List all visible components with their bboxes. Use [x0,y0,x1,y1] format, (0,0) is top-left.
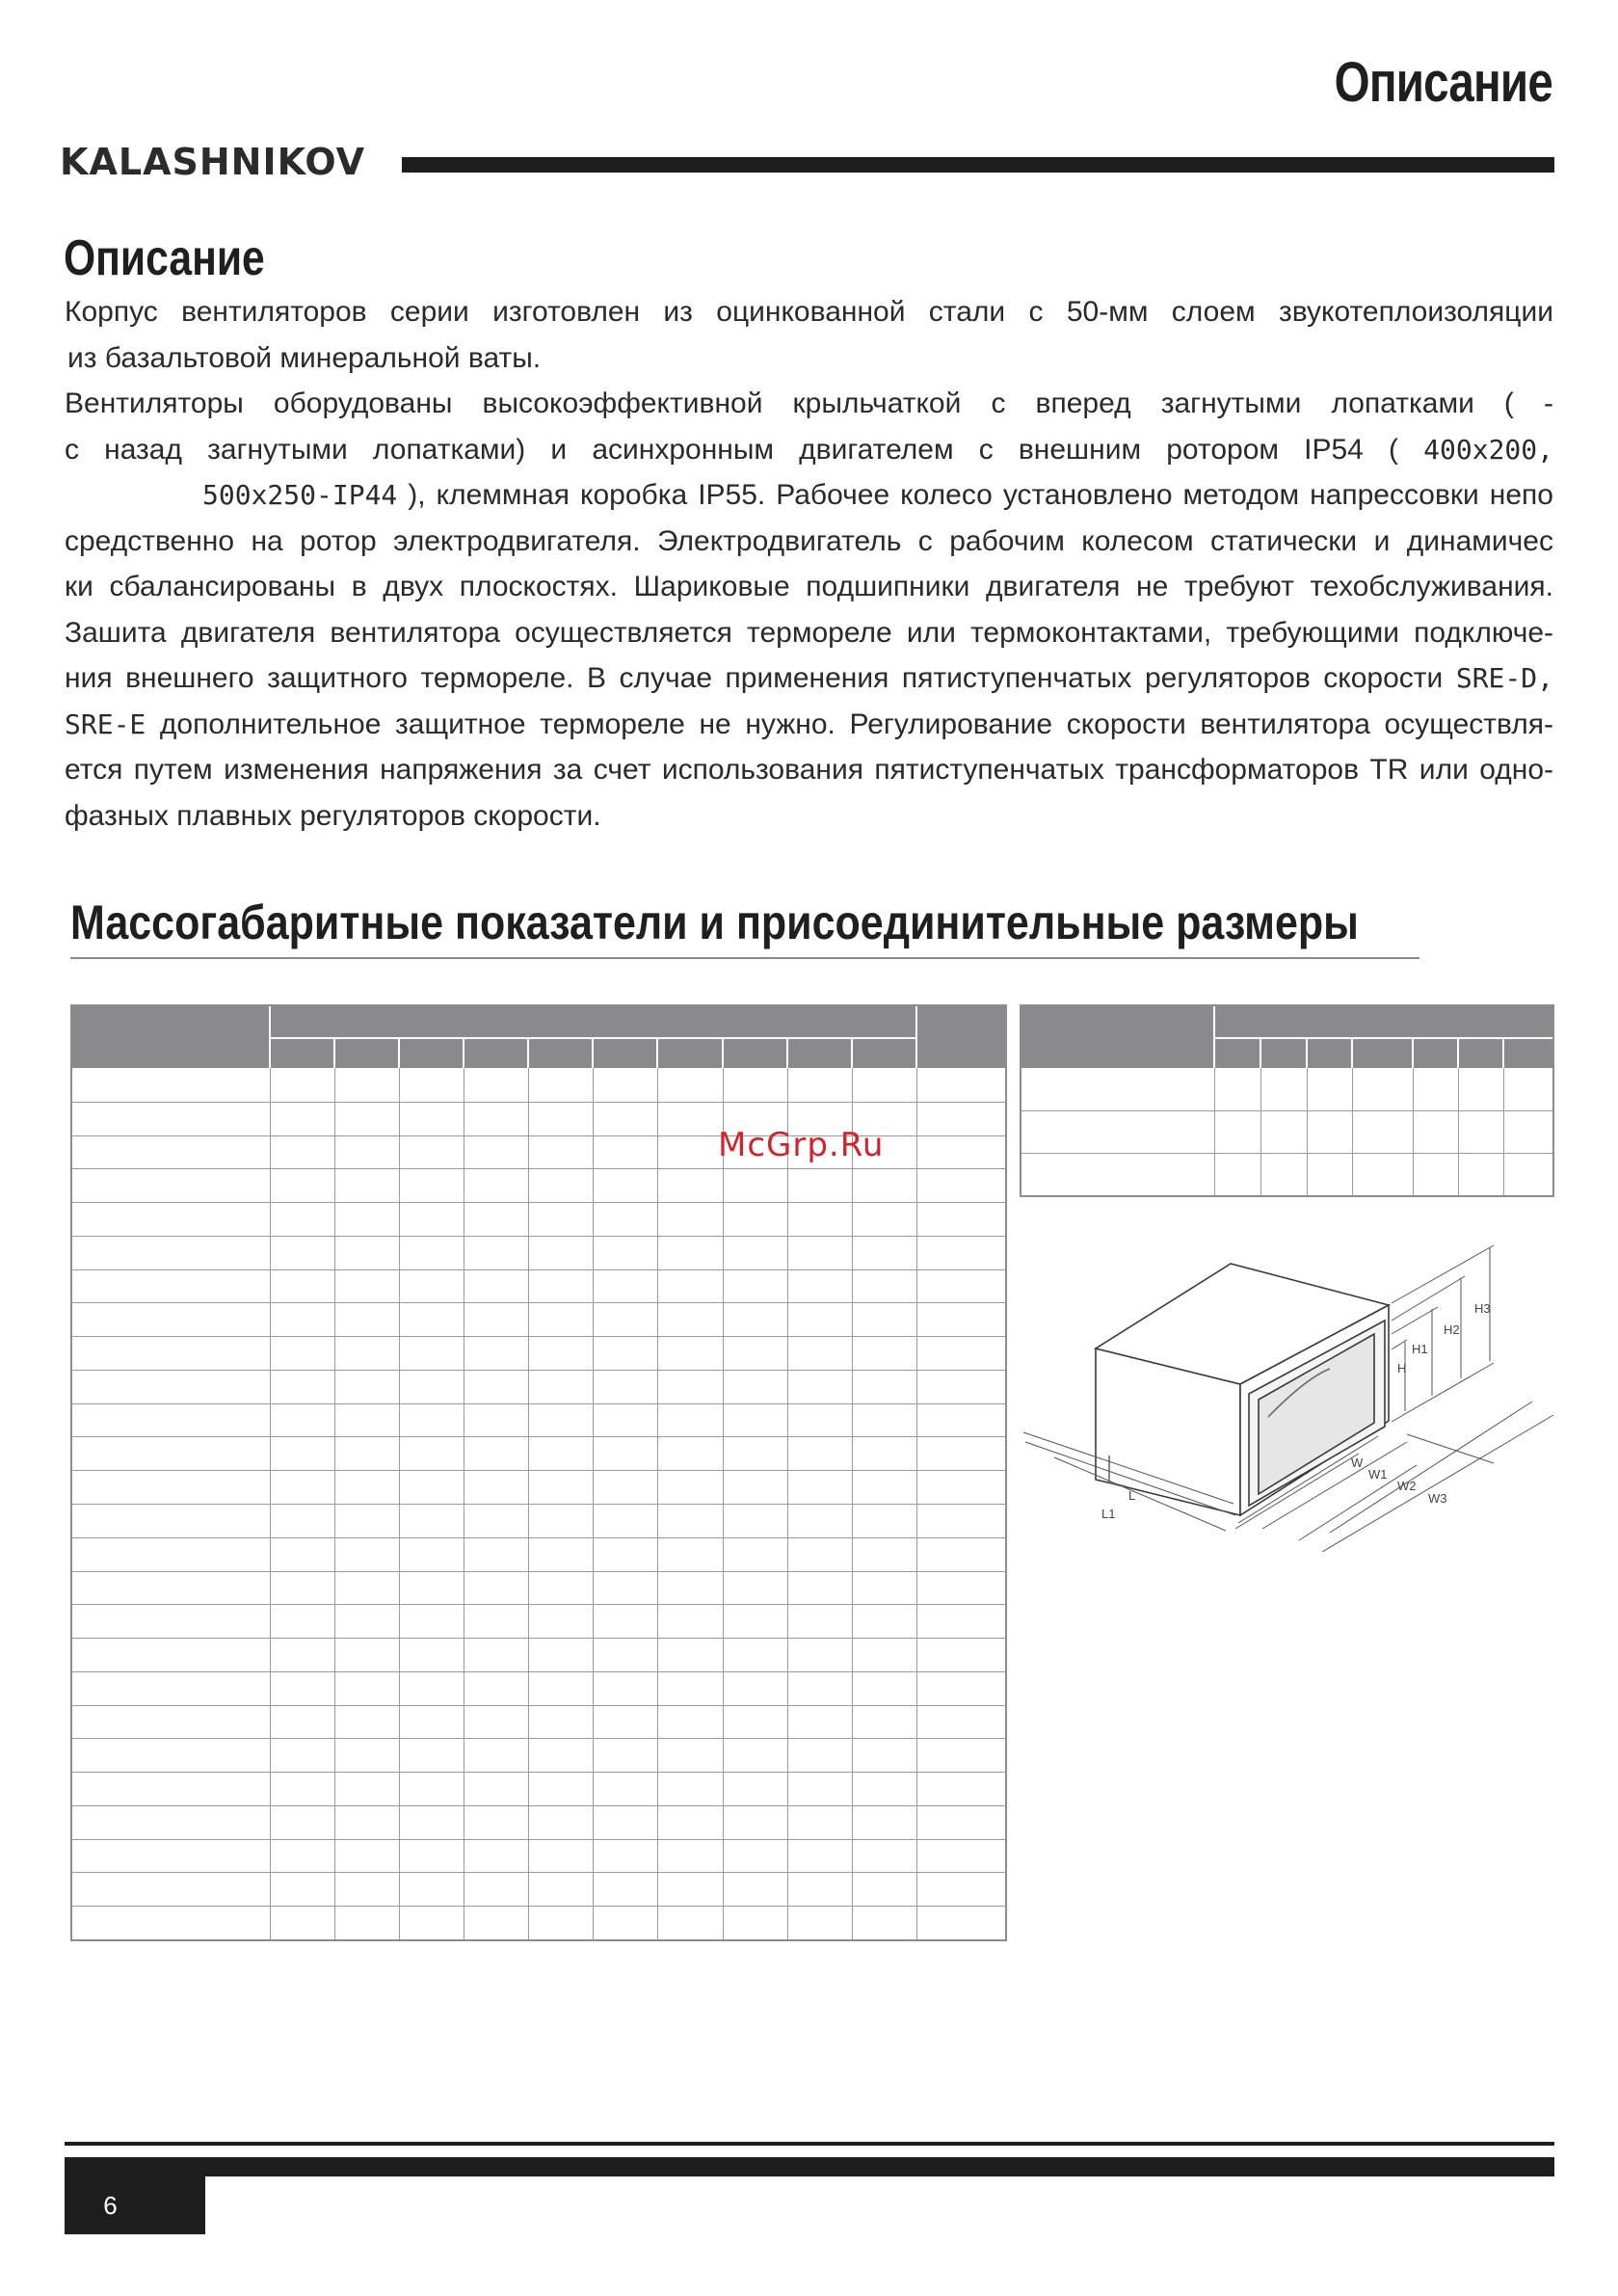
header-subcol-divider [1412,1037,1414,1068]
table-row-line [1021,1110,1552,1111]
header-col-divider [269,1006,271,1068]
code-400x200: 400x200, [1423,433,1553,466]
description-line-7: ки сбалансированы в двух плоскостях. Шариковые подшипники двигателя не требуют техобслуживания. [65,571,1553,602]
table-row-line [72,1604,1005,1605]
description-heading: Описание [64,230,265,286]
table-row-line [72,1872,1005,1873]
description-line-2: из базальтовой минеральной ваты. [67,341,542,374]
table-row-line [72,1436,1005,1437]
header-subcol-divider [592,1037,594,1068]
description-paragraph [65,289,1553,839]
footer-bar [65,2157,1554,2176]
dim-label-w: W [1351,1455,1364,1470]
header-col-divider [1213,1006,1215,1068]
description-line-3: Вентиляторы оборудованы высокоэффективной крыльчаткой с вперед загнутыми лопатками ( - [65,387,1553,419]
page-number-box [65,2176,205,2234]
header-subcol-divider [656,1037,658,1068]
table-row-line [72,1839,1005,1840]
table-row-line [1021,1153,1552,1154]
table-row-line [72,1403,1005,1404]
table-row-line [72,1168,1005,1169]
description-line-5-text: клеммная коробка IP55. Рабочее колесо установлено методом напрессовки непо [436,479,1553,511]
header-subcol-divider [463,1037,464,1068]
table-row-line [72,1571,1005,1572]
dim-label-w3: W3 [1428,1491,1447,1506]
brand-logo: KALASHNIKOV [60,141,366,183]
page-number: 6 [103,2191,118,2220]
table-row-line [72,1537,1005,1538]
header-subcol-divider [527,1037,529,1068]
table-col-line [1458,1068,1459,1195]
page-header-title: Описание [1334,51,1552,114]
table-row-line [72,1269,1005,1270]
table-col-line [1214,1068,1215,1195]
dimensions-heading: Массогабаритные показатели и присоединительные размеры [70,895,1359,949]
table-row-line [72,1236,1005,1237]
description-line-1: Корпус вентиляторов серии изготовлен из оцинкованной стали с 50-мм слоем звукотеплоизоляции [65,296,1553,328]
description-line-9 [65,655,1553,702]
description-line-10-text: дополнительное защитное термореле не нужно. Регулирование скорости вентилятора осуществля- [159,707,1553,740]
dimensions-heading-underline [70,957,1419,959]
header-subcol-divider [1260,1037,1261,1068]
description-line-9-text: ния внешнего защитного термореле. В случае применения пятиступенчатых регуляторов скорости [65,662,1444,694]
footer-rule [65,2142,1554,2146]
table-col-line [1352,1068,1353,1195]
dim-label-w1: W1 [1368,1467,1388,1482]
description-line-10 [65,702,1553,748]
header-subcol-divider [398,1037,400,1068]
code-500-suffix: ), [408,479,426,511]
dim-label-h1: H1 [1412,1342,1428,1356]
header-subcol-divider [333,1037,335,1068]
description-line-6: средственно на ротор электродвигателя. Электродвигатель с рабочим колесом статически и динамичес [65,524,1553,557]
header-rule [402,157,1554,173]
header-subcol-divider [851,1037,853,1068]
description-line-11: ется путем изменения напряжения за счет использования пятиступенчатых трансформаторов TR или одно- [65,754,1553,786]
fan-box-diagram [1012,1234,1561,1552]
header-subcol-divider [722,1037,724,1068]
description-line-8: Зашита двигателя вентилятора осуществляется термореле или термоконтактами, требующими подключе- [65,616,1553,649]
table-col-line [1413,1068,1414,1195]
dim-label-w2: W2 [1397,1479,1417,1493]
header-subcol-divider [1306,1037,1308,1068]
table-row-line [72,1102,1005,1103]
watermark: McGrp.Ru [718,1126,885,1164]
table-row-line [72,1470,1005,1471]
description-line-12: фазных плавных регуляторов скорости. [65,799,601,832]
table-row-line [72,1772,1005,1773]
table-row-line [72,1805,1005,1806]
description-line-4 [65,427,1553,473]
table-row-line [72,1705,1005,1706]
header-subcol-divider [1351,1037,1353,1068]
table-row-line [72,1738,1005,1739]
header-subcol-divider [786,1037,788,1068]
header-subcol-divider [1457,1037,1459,1068]
dim-label-h2: H2 [1444,1322,1460,1337]
description-line-4-text: с назад загнутыми лопатками) и асинхронным двигателем с внешним ротором IP54 ( [65,433,1398,466]
table-row-line [72,1638,1005,1639]
table-col-line [1503,1068,1504,1195]
dim-label-h3: H3 [1474,1301,1491,1316]
table-col-line [1260,1068,1261,1195]
code-sre-e: SRE-E [65,707,146,740]
dimensions-table-secondary [1020,1004,1554,1197]
dim-label-l1: L1 [1101,1507,1116,1521]
table-row-line [72,1336,1005,1337]
table-row-line [72,1202,1005,1203]
table-row-line [72,1370,1005,1371]
code-500x250: 500x250-IP44 [202,479,398,511]
table-col-line [1307,1068,1308,1195]
table-row-line [72,1302,1005,1303]
table-row-line [72,1671,1005,1672]
header-subcol-divider [1502,1037,1504,1068]
description-line-5 [65,472,1553,519]
table-row-line [72,1906,1005,1907]
table-row-line [72,1504,1005,1505]
dim-label-l: L [1128,1488,1136,1503]
code-sre-d: SRE-D, [1455,662,1553,694]
header-col-divider [915,1006,917,1068]
dim-label-h: H [1397,1361,1407,1375]
